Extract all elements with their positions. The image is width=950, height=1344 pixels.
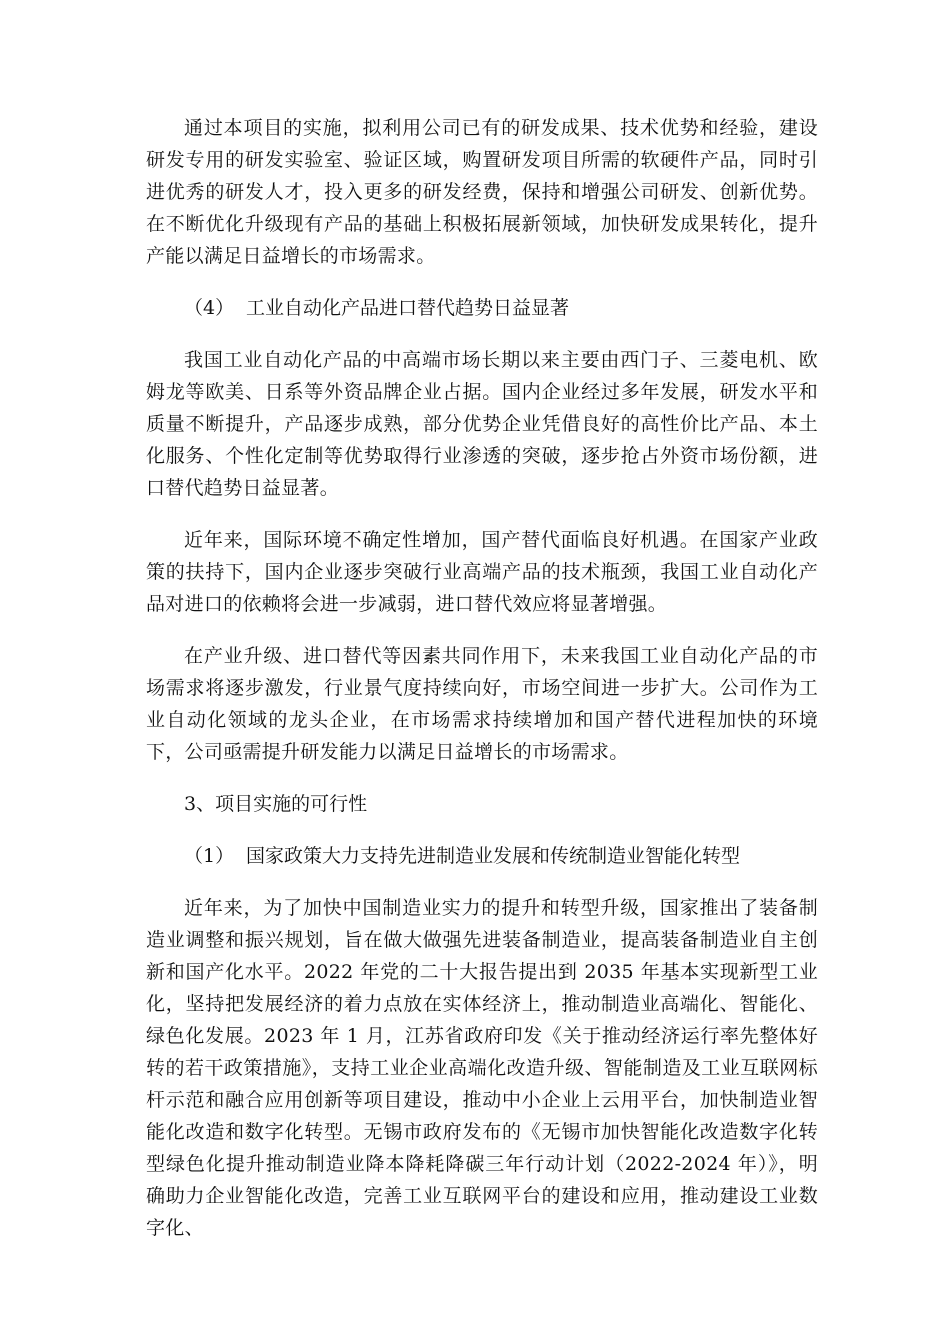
paragraph-policy-details: 近年来，为了加快中国制造业实力的提升和转型升级，国家推出了装备制造业调整和振兴规划，旨在做大做强先进装备制造业，提高装备制造业自主创新和国产化水平。2022 年党的二十大报告提出到 2035 年基本实现新型工业化，坚持把发展经济的着力点放在实体经济上，推动制造业高端化、智能化、绿色化发展。2023 年 1 月，江苏省政府印发《关于推动经济运行率先整体好转的若干政策措施》，支持工业企业高端化改造升级、智能制造及工业互联网标杆示范和融合应用创新等项目建设，推动中小企业上云用平台，加快制造业智能化改造和数字化转型。无锡市政府发布的《无锡市加快智能化改造数字化转型绿色化提升推动制造业降本降耗降碳三年行动计划（2022-2024 年）》，明确助力企业智能化改造，完善工业互联网平台的建设和应用，推动建设工业数字化、 [146,897,818,1239]
heading-number: （4） [184,297,235,319]
document-body [146,112,818,1264]
heading-text: 国家政策大力支持先进制造业发展和传统制造业智能化转型 [246,845,741,867]
heading-policy-support [146,840,818,872]
heading-text: 工业自动化产品进口替代趋势日益显著 [246,297,570,319]
heading-number: （1） [184,845,235,867]
paragraph-market-demand: 在产业升级、进口替代等因素共同作用下，未来我国工业自动化产品的市场需求将逐步激发，行业景气度持续向好，市场空间进一步扩大。公司作为工业自动化领域的龙头企业，在市场需求持续增加和国产替代进程加快的环境下，公司亟需提升研发能力以满足日益增长的市场需求。 [146,645,818,763]
section-title-feasibility: 3、项目实施的可行性 [184,793,368,815]
paragraph-rd-investment: 通过本项目的实施，拟利用公司已有的研发成果、技术优势和经验，建设研发专用的研发实验室、验证区域，购置研发项目所需的软硬件产品，同时引进优秀的研发人才，投入更多的研发经费，保持和增强公司研发、创新优势。在不断优化升级现有产品的基础上积极拓展新领域，加快研发成果转化，提升产能以满足日益增长的市场需求。 [146,117,818,267]
heading-import-substitution [146,292,818,324]
paragraph-international-environment: 近年来，国际环境不确定性增加，国产替代面临良好机遇。在国家产业政策的扶持下，国内企业逐步突破行业高端产品的技术瓶颈，我国工业自动化产品对进口的依赖将会进一步减弱，进口替代效应将显著增强。 [146,529,818,615]
paragraph-market-structure: 我国工业自动化产品的中高端市场长期以来主要由西门子、三菱电机、欧姆龙等欧美、日系等外资品牌企业占据。国内企业经过多年发展，研发水平和质量不断提升，产品逐步成熟，部分优势企业凭借良好的高性价比产品、本土化服务、个性化定制等优势取得行业渗透的突破，逐步抢占外资市场份额，进口替代趋势日益显著。 [146,349,818,499]
